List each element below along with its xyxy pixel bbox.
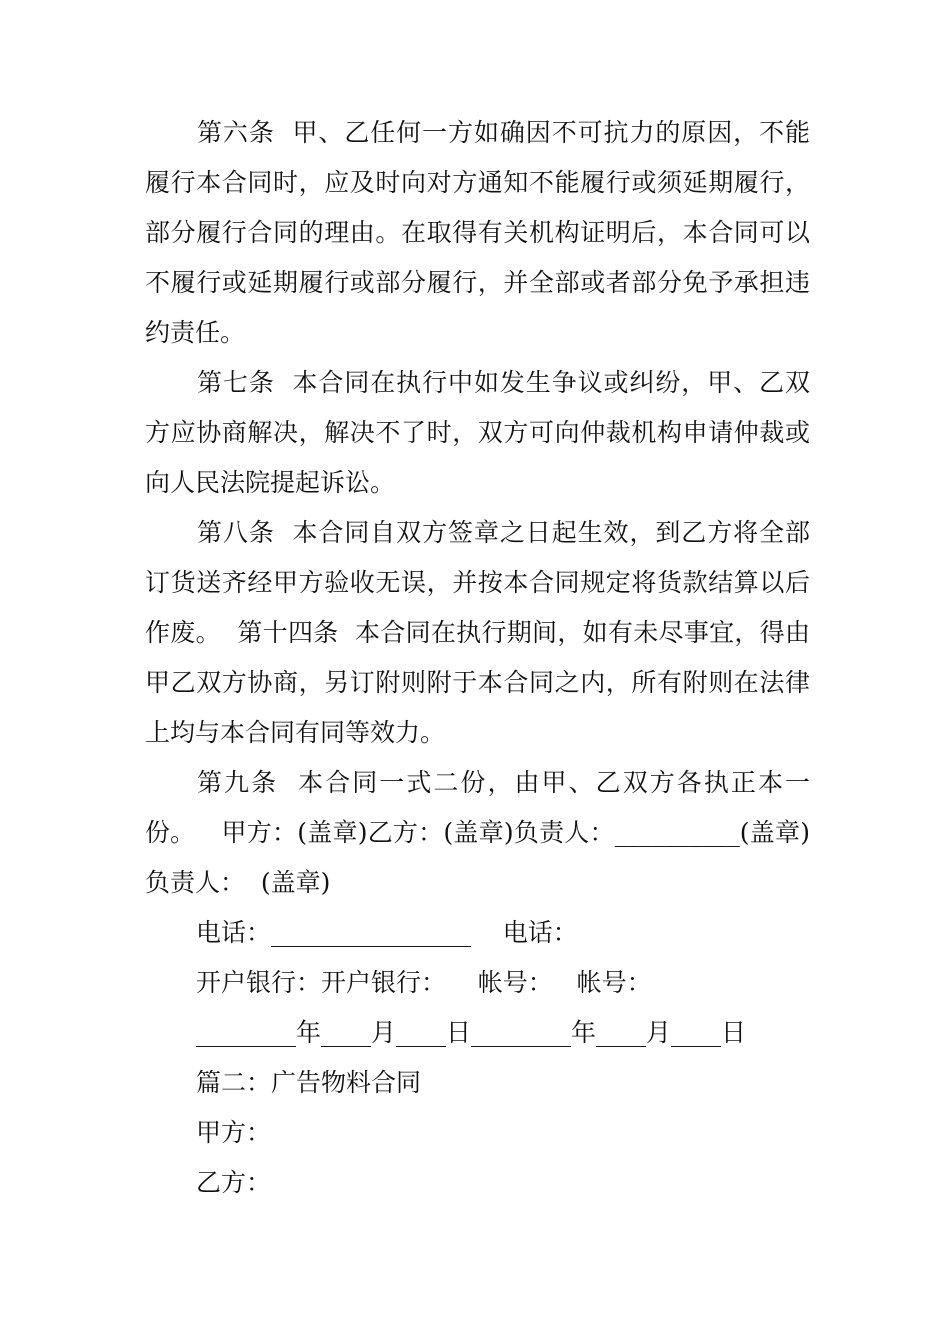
bank-account-line: 开户银行：开户银行： 帐号： 帐号： <box>196 968 652 997</box>
article-7-paragraph: 第七条 本合同在执行中如发生争议或纠纷，甲、乙双方应协商解决，解决不了时，双方可向仲裁机构申请仲裁或向人民法院提起诉讼。 <box>145 368 810 497</box>
article-8-paragraph: 第八条 本合同自双方签章之日起生效，到乙方将全部订货送齐经甲方验收无误，并按本合同规定将货款结算以后作废。 第十四条 本合同在执行期间，如有未尽事宜，得由甲乙双方协商，另订附则附于本合同之内，所有附则在法律上均与本合同有同等效力。 <box>145 518 810 747</box>
article-9-paragraph: 第九条 本合同一式二份，由甲、乙双方各执正本一份。 <box>145 768 810 847</box>
party-b-line: 乙方： <box>196 1168 272 1197</box>
party-a-line: 甲方： <box>196 1118 272 1147</box>
section-title: 篇二：广告物料合同 <box>196 1068 422 1097</box>
date-line: ________年____月____日________年____月____日 <box>196 1018 747 1047</box>
signature-paragraph: 甲方：(盖章)乙方：(盖章)负责人：__________(盖章) 负责人： (盖章) <box>145 818 826 897</box>
article-6-paragraph: 第六条 甲、乙任何一方如确因不可抗力的原因，不能履行本合同时，应及时向对方通知不能履行或须延期履行，部分履行合同的理由。在取得有关机构证明后，本合同可以不履行或延期履行或部分履行，并全部或者部分免予承担违约责任。 <box>145 118 810 347</box>
phone-line: 电话：________________ 电话： <box>196 918 578 947</box>
